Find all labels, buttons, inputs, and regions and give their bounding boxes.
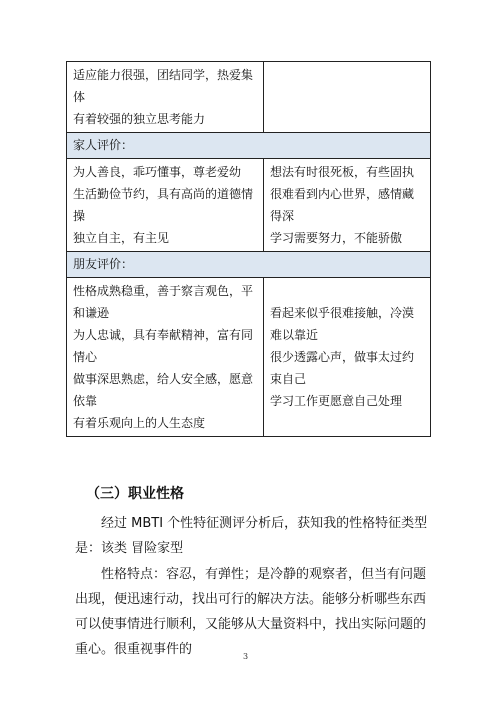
section-title: （三）职业性格 — [86, 486, 184, 502]
family-weakness-line: 想法有时很死板，有些固执 — [270, 165, 415, 179]
family-weakness-line: 很难看到内心世界，感情藏得深 — [270, 187, 415, 223]
mbti-paragraph: 经过 MBTI 个性特征测评分析后，获知我的性格特征类型是：该类 冒险家型 — [75, 516, 428, 556]
self-strengths-cell — [67, 62, 264, 133]
friends-header-row — [67, 252, 431, 278]
self-row — [67, 62, 431, 133]
family-row — [67, 159, 431, 252]
family-weakness-line: 学习需要努力，不能骄傲 — [270, 231, 403, 245]
friends-weakness-line: 学习工作更愿意自己处理 — [270, 394, 403, 408]
traits-paragraph: 性格特点：容忍，有弹性；是冷静的观察者，但当有问题出现，便迅速行动，找出可行的解决方法。能够分析哪些东西可以使事情进行顺利，又能够从大量资料中，找出实际问题的重心。很重视事件的 — [75, 567, 427, 657]
friends-weakness-line: 看起来似乎很难接触，冷漠难以靠近 — [270, 306, 415, 342]
friends-weaknesses-cell — [264, 278, 431, 437]
family-strength-line: 为人善良，乖巧懂事，尊老爱幼 — [73, 165, 242, 179]
friends-strength-line: 做事深思熟虑，给人安全感，愿意依靠 — [73, 372, 254, 408]
family-strengths-cell — [67, 159, 264, 252]
friends-strengths-cell — [67, 278, 264, 437]
evaluation-table — [66, 61, 431, 437]
friends-strength-line: 有着乐观向上的人生态度 — [73, 416, 206, 430]
family-header: 家人评价： — [67, 133, 431, 159]
self-strength-line: 有着较强的独立思考能力 — [73, 112, 206, 126]
page-number: 3 — [243, 652, 249, 661]
friends-row — [67, 278, 431, 437]
family-header-row — [67, 133, 431, 159]
self-weaknesses-cell — [264, 62, 431, 133]
family-strength-line: 生活勤俭节约，具有高尚的道德情操 — [73, 187, 254, 223]
friends-weakness-line: 很少透露心声，做事太过约束自己 — [270, 350, 415, 386]
friends-strength-line: 为人忠诚，具有奉献精神，富有同情心 — [73, 328, 254, 364]
friends-strength-line: 性格成熟稳重，善于察言观色，平和谦逊 — [73, 284, 254, 320]
family-strength-line: 独立自主，有主见 — [73, 231, 170, 245]
friends-header: 朋友评价： — [67, 252, 431, 278]
self-strength-line: 适应能力很强，团结同学，热爱集体 — [73, 68, 254, 104]
family-weaknesses-cell — [264, 159, 431, 252]
